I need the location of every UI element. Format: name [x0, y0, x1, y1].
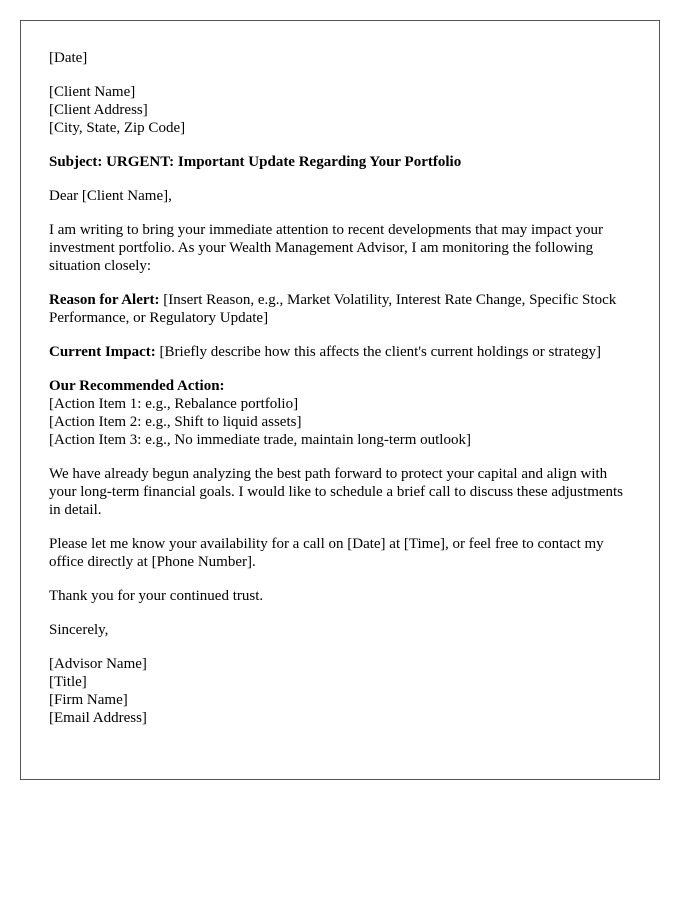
- letter-subject: Subject: URGENT: Important Update Regarding Your Portfolio: [49, 154, 462, 170]
- signature-block: [49, 655, 631, 727]
- impact-paragraph: [49, 343, 631, 361]
- advisor-email: [Email Address]: [49, 710, 147, 726]
- availability-paragraph: Please let me know your availability for a call on [Date] at [Time], or feel free to contact my office directly at [Phone Number].: [49, 536, 604, 570]
- action-item: [Action Item 1: e.g., Rebalance portfolio]: [49, 396, 299, 412]
- intro-paragraph: I am writing to bring your immediate attention to recent developments that may impact your investment portfolio. As your Wealth Management Advisor, I am monitoring the following situation closely:: [49, 222, 604, 274]
- actions-block: [49, 377, 631, 449]
- reason-paragraph: [49, 291, 631, 327]
- closing: Sincerely,: [49, 622, 109, 638]
- impact-text: [Briefly describe how this affects the client's current holdings or strategy]: [159, 344, 602, 360]
- letter-page: [20, 20, 660, 780]
- advisor-title: [Title]: [49, 674, 87, 690]
- letter-date: [Date]: [49, 50, 88, 66]
- action-item: [Action Item 3: e.g., No immediate trade, maintain long-term outlook]: [49, 432, 471, 448]
- thanks-paragraph: Thank you for your continued trust.: [49, 588, 264, 604]
- impact-label: Current Impact:: [49, 344, 156, 360]
- analysis-paragraph: We have already begun analyzing the best path forward to protect your capital and align with your long-term financial goals. I would like to schedule a brief call to discuss these adjustments in detail.: [49, 466, 624, 518]
- salutation: Dear [Client Name],: [49, 188, 172, 204]
- advisor-name: [Advisor Name]: [49, 656, 147, 672]
- firm-name: [Firm Name]: [49, 692, 128, 708]
- recipient-city-state-zip: [City, State, Zip Code]: [49, 120, 186, 136]
- reason-label: Reason for Alert:: [49, 292, 160, 308]
- action-item: [Action Item 2: e.g., Shift to liquid assets]: [49, 414, 302, 430]
- reason-text: [Insert Reason, e.g., Market Volatility, Interest Rate Change, Specific Stock Performance, or Regulatory Update]: [49, 292, 617, 326]
- recipient-address: [Client Address]: [49, 102, 148, 118]
- recipient-name: [Client Name]: [49, 84, 136, 100]
- actions-label: Our Recommended Action:: [49, 378, 225, 394]
- recipient-block: [49, 83, 631, 137]
